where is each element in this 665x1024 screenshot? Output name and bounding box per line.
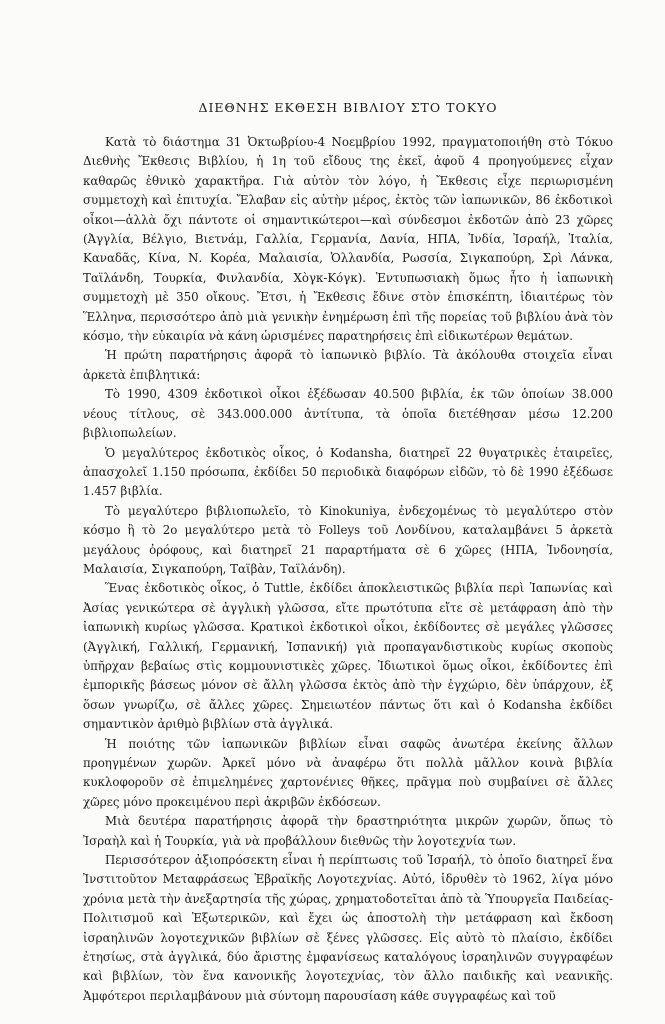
paragraph-2: Ἡ πρώτη παρατήρησις ἀφορᾶ τὸ ἰαπωνικὸ βιβλίο. Τὰ ἀκόλουθα στοιχεῖα εἶναι ἀρκετὰ ἐπιβλητικά: (83, 348, 613, 382)
paragraph-4: Ὁ μεγαλύτερος ἐκδοτικὸς οἶκος, ὁ Kodansha, διατηρεῖ 22 θυγατρικὲς ἑταιρεῖες, ἀπασχολεῖ 1.150 πρόσωπα, ἐκδίδει 50 περιοδικὰ διαφόρων εἰδῶν, τὸ δὲ 1990 ἐξέδωσε 1.457 βιβλία. (83, 445, 613, 499)
paragraph-6: Ἕνας ἐκδοτικὸς οἶκος, ὁ Tuttle, ἐκδίδει ἀποκλειστικῶς βιβλία περὶ Ἰαπωνίας καὶ Ἀσίας γενικώτερα σὲ ἀγγλικὴ γλῶσσα, εἴτε πρωτότυπα εἴτε σὲ μετάφραση ἀπὸ τὴν ἰαπωνικὴ κυρίως γλῶσσα. Κρατικοὶ ἐκδοτικοὶ οἶκοι, ἐκδίδοντες σὲ μεγάλες γλῶσσες (Ἀγγλική, Γαλλική, Γερμανική, Ἰσπανική) γιὰ προπαγανδιστικοὺς κυρίως σκοποὺς ὑπῆρχαν βεβαίως στὶς κομμουνιστικὲς χῶρες. Ἰδιωτικοὶ ὅμως οἶκοι, ἐκδίδοντες ἐπὶ ἐμπορικῆς βάσεως μόνον σὲ ἄλλη γλῶσσα ἐκτὸς ἀπὸ τὴν ἐγχώριο, δὲν ὑπάρχουν, ἐξ ὅσων γνωρίζω, σὲ ἄλλες χῶρες. Σημειωτέον πάντως ὅτι καὶ ὁ Kodansha ἐκδίδει σημαντικὸν ἀριθμὸ βιβλίων στὰ ἀγγλικά. (83, 581, 613, 732)
article-title: ΔΙΕΘΝΗΣ ΕΚΘΕΣΗ ΒΙΒΛΙΟΥ ΣΤΟ ΤΟΚΥΟ (198, 100, 498, 115)
paragraph-8: Μιὰ δευτέρα παρατήρησις ἀφορᾶ τὴν δραστηριότητα μικρῶν χωρῶν, ὅπως τὸ Ἰσραὴλ καὶ ἡ Τουρκία, γιὰ νὰ προβάλλουν διεθνῶς τὴν λογοτεχνία των. (83, 814, 613, 848)
paragraph-1: Κατὰ τὸ διάστημα 31 Ὀκτωβρίου-4 Νοεμβρίου 1992, πραγματοποιήθη στὸ Τόκυο Διεθνὴς Ἔκθεσις Βιβλίου, ἡ 1η τοῦ εἴδους της ἐκεῖ, ἀφοῦ 4 προηγούμενες εἶχαν καθαρῶς ἐθνικὸ χαρακτῆρα. Γιὰ αὐτὸν τὸν λόγο, ἡ Ἔκθεσις εἶχε περιωρισμένη συμμετοχὴ καὶ ἐπιτυχία. Ἔλαβαν εἰς αὐτὴν μέρος, ἐκτὸς τῶν ἰαπωνικῶν, 86 ἐκδοτικοὶ οἶκοι—ἀλλὰ ὄχι πάντοτε οἱ σημαντικώτεροι—καὶ σύνδεσμοι ἐκδοτῶν ἀπὸ 23 χῶρες (Ἀγγλία, Βέλγιο, Βιετνάμ, Γαλλία, Γερμανία, Δανία, ΗΠΑ, Ἰνδία, Ἰσραήλ, Ἰταλία, Καναδᾶς, Κίνα, Ν. Κορέα, Μαλαισία, Ὁλλανδία, Ρωσσία, Σιγκαπούρη, Σρὶ Λάνκα, Ταϊλάνδη, Τουρκία, Φινλανδία, Χὸγκ-Κόγκ). Ἐντυπωσιακὴ ὅμως ἦτο ἡ ἰαπωνικὴ συμμετοχὴ μὲ 350 οἴκους. Ἔτσι, ἡ Ἔκθεσις ἔδινε στὸν ἐπισκέπτη, ἰδιαιτέρως τὸν Ἕλληνα, περισσότερο ἀπὸ μιὰ γενικὴν ἐνημέρωση ἐπὶ τῆς πορείας τοῦ βιβλίου ἀνὰ τὸν κόσμο, τὴν εὐκαιρία νὰ κάνη ὡρισμένες παρατηρήσεις ἐπὶ εἰδικωτέρων θεμάτων. (83, 135, 613, 344)
paragraph-3: Τὸ 1990, 4309 ἐκδοτικοὶ οἶκοι ἐξέδωσαν 40.500 βιβλία, ἐκ τῶν ὁποίων 38.000 νέους τίτλους, σὲ 343.000.000 ἀντίτυπα, τὰ ὁποῖα διετέθησαν μέσω 12.200 βιβλιοπωλείων. (83, 387, 613, 441)
paragraph-7: Ἡ ποιότης τῶν ἰαπωνικῶν βιβλίων εἶναι σαφῶς ἀνωτέρα ἐκείνης ἄλλων προηγμένων χωρῶν. Ἀρκεῖ μόνο νὰ ἀναφέρω ὅτι πολλὰ μᾶλλον κοινὰ βιβλία κυκλοφοροῦν σὲ ἐπιμελημένες χαρτονένιες θῆκες, πρᾶγμα ποὺ συμβαίνει σὲ ἄλλες χῶρες μόνο προκειμένου περὶ ἀκριβῶν ἐκδόσεων. (83, 736, 613, 809)
paragraph-5: Τὸ μεγαλύτερο βιβλιοπωλεῖο, τὸ Kinokuniya, ἐνδεχομένως τὸ μεγαλύτερο στὸν κόσμο ἢ τὸ 2ο μεγαλύτερο μετὰ τὸ Folleys τοῦ Λονδίνου, καταλαμβάνει 5 ἀρκετὰ μεγάλους ὀρόφους, καὶ διατηρεῖ 21 παραρτήματα σὲ 6 χῶρες (ΗΠΑ, Ἰνδονησία, Μαλαισία, Σιγκαπούρη, Ταϊβὰν, Ταϊλάνδη). (83, 503, 613, 576)
paragraph-9: Περισσότερον ἀξιοπρόσεκτη εἶναι ἡ περίπτωσις τοῦ Ἰσραήλ, τὸ ὁποῖο διατηρεῖ ἕνα Ἰνστιτοῦτον Μεταφράσεως Ἑβραϊκῆς Λογοτεχνίας. Αὐτό, ἱδρυθὲν τὸ 1962, λίγα μόνο χρόνια μετὰ τὴν ἀνεξαρτησία τῆς χώρας, χρηματοδοτεῖται ἀπὸ τὰ Ὑπουργεῖα Παιδείας-Πολιτισμοῦ καὶ Ἐξωτερικῶν, καὶ ἔχει ὡς ἀποστολὴ τὴν μετάφραση καὶ ἔκδοση ἰσραηλινῶν λογοτεχνικῶν βιβλίων σὲ ξένες γλῶσσες. Εἰς αὐτὸ τὸ πλαίσιο, ἐκδίδει ἐτησίως, στὰ ἀγγλικά, δύο ἄριστης ἐμφανίσεως καταλόγους ἰσραηλινῶν συγγραφέων καὶ βιβλίων, τὸν ἕνα κανονικῆς λογοτεχνίας, τὸν ἄλλο παιδικῆς καὶ νεανικῆς. Ἀμφότεροι περιλαμβάνουν μιὰ σύντομη παρουσίαση κάθε συγγραφέως καὶ τοῦ (83, 853, 613, 1003)
article-body (83, 133, 613, 1006)
